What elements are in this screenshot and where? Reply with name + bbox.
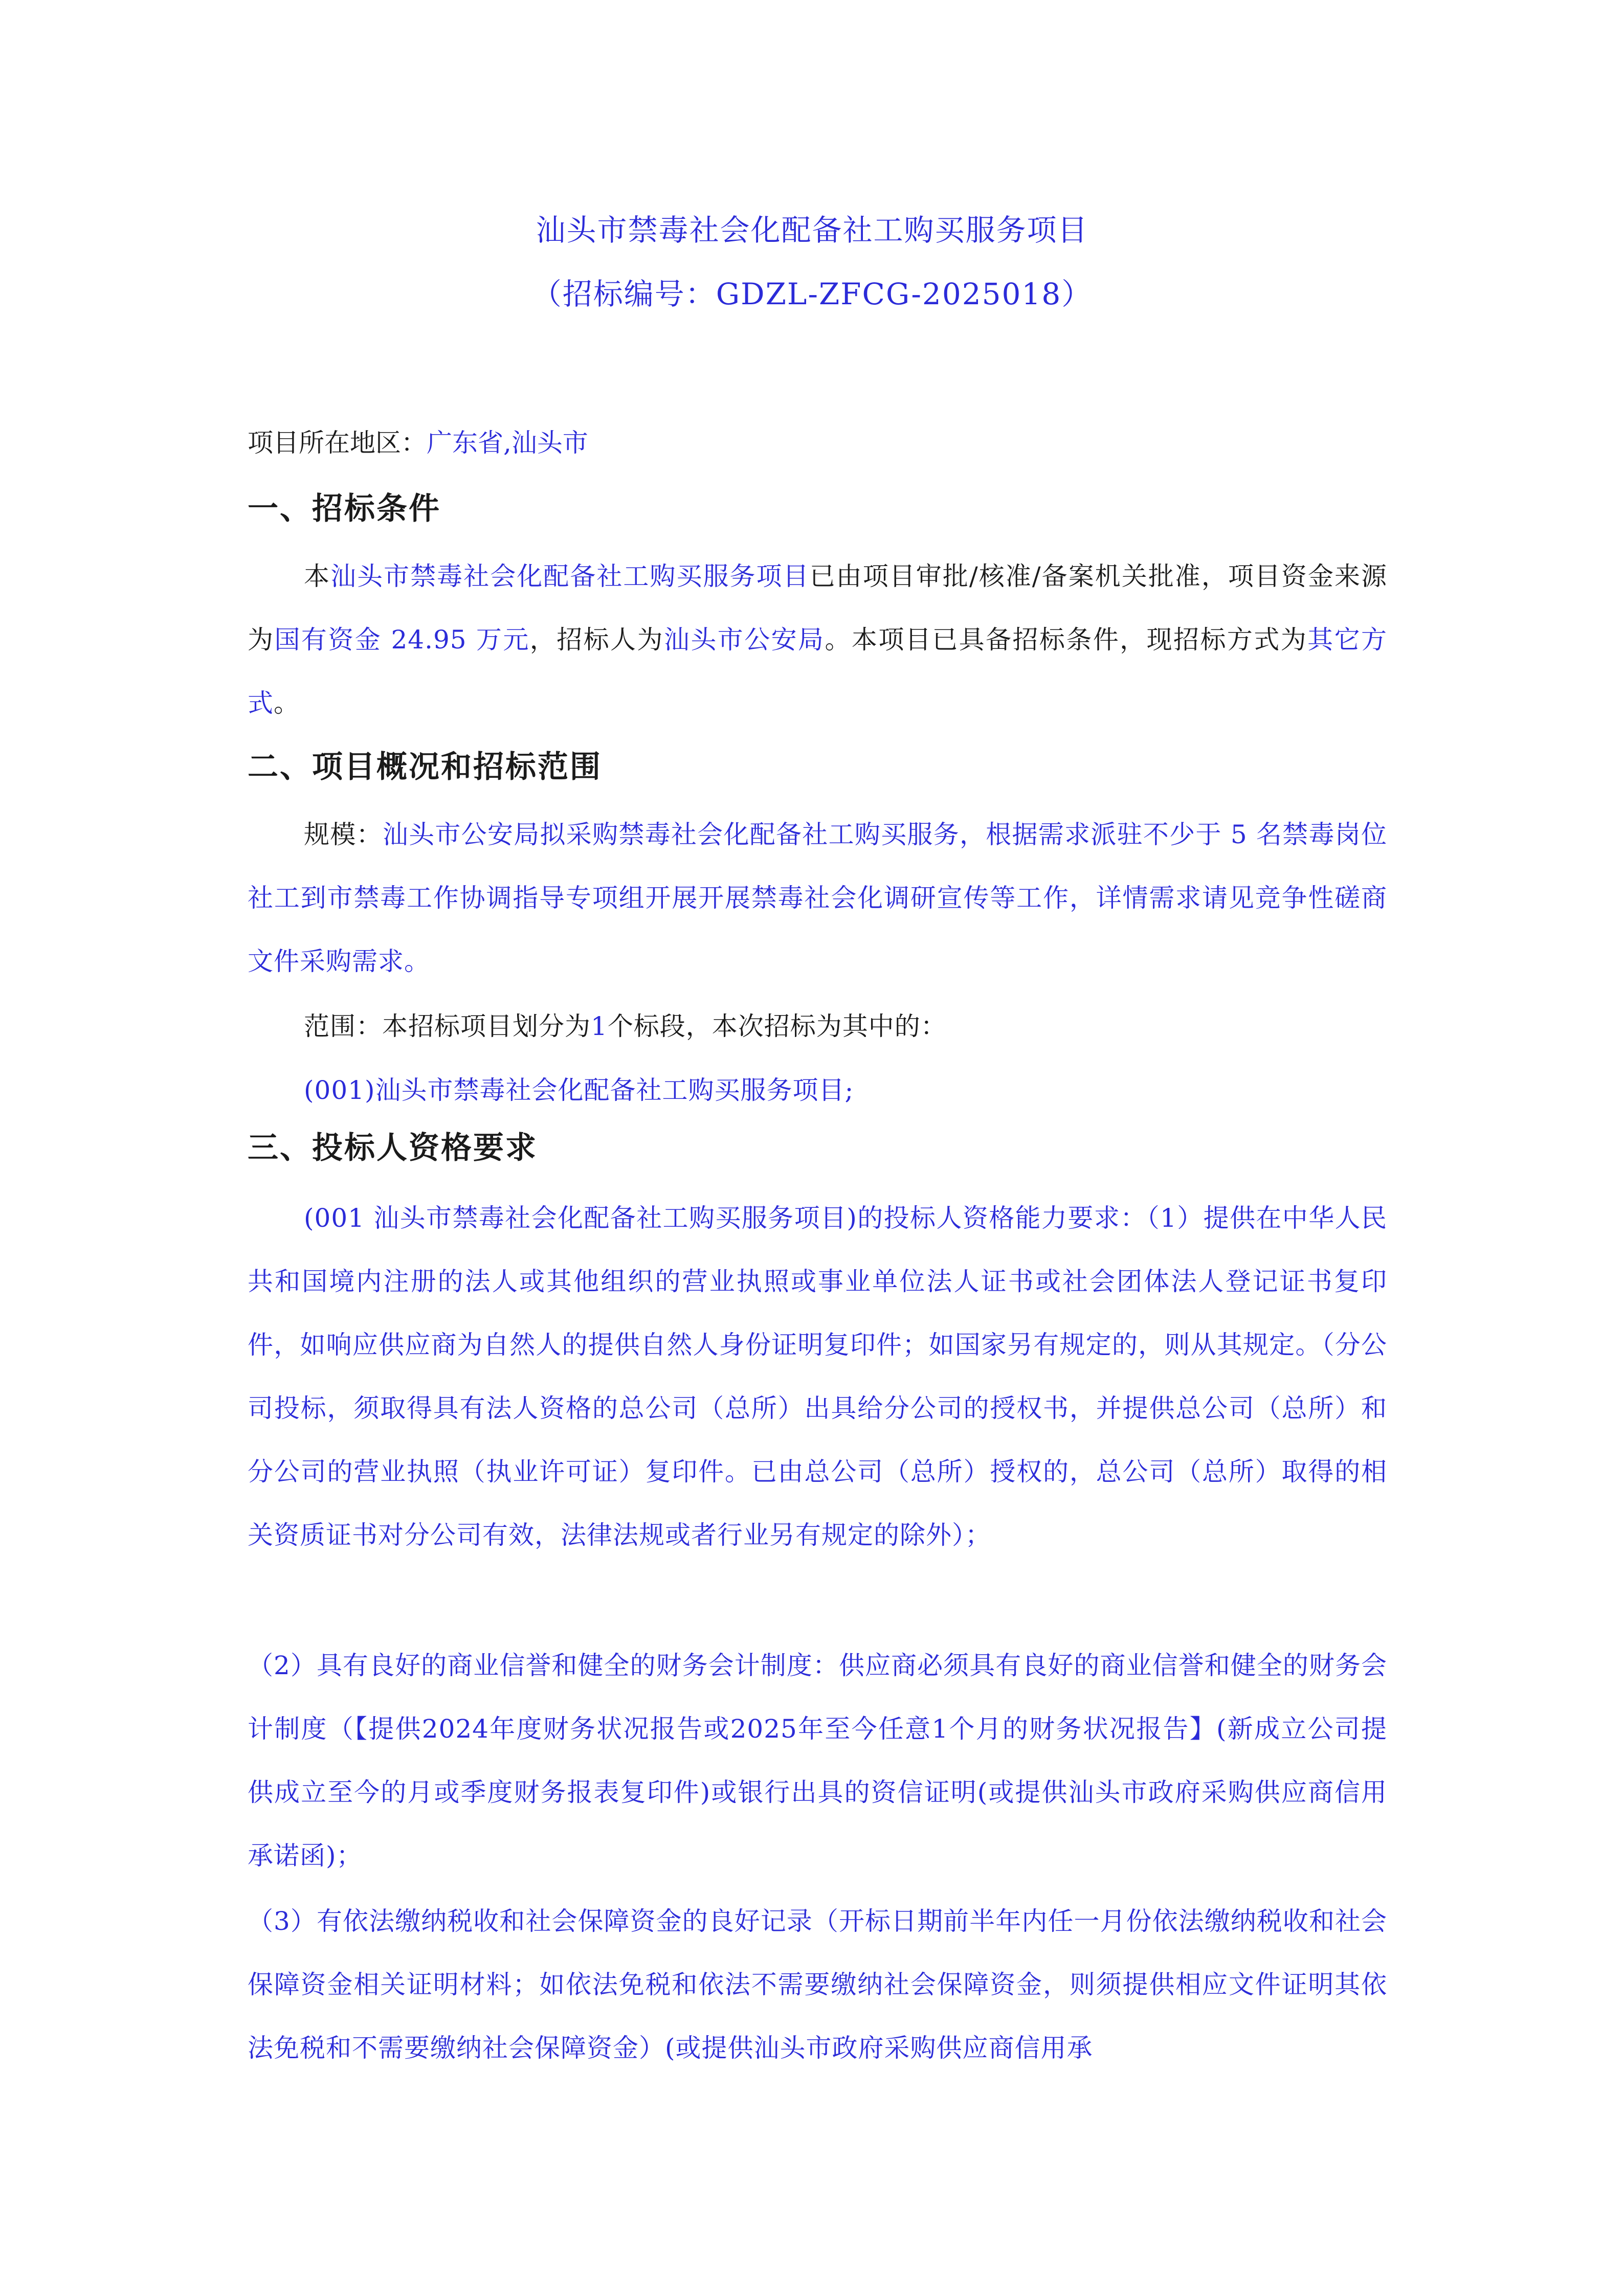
- project-region: [248, 424, 588, 461]
- region-value: 广东省,汕头市: [427, 428, 588, 458]
- text-fragment: 。: [274, 688, 300, 718]
- section-heading-overview-scope: 二、项目概况和招标范围: [248, 749, 602, 785]
- scope-paragraph: [248, 995, 1387, 1058]
- region-label: 项目所在地区：: [248, 428, 427, 458]
- project-name: 汕头市禁毒社会化配备社工购买服务项目: [330, 561, 810, 591]
- tender-method: 其它方式: [248, 625, 1388, 718]
- fund-source: 国有资金 24.95 万元: [274, 625, 530, 655]
- text-fragment: 本: [304, 561, 331, 591]
- tenderer: 汕头市公安局: [663, 625, 825, 655]
- tender-conditions-paragraph: [248, 545, 1387, 735]
- qualification-requirement-1: (001 汕头市禁毒社会化配备社工购买服务项目)的投标人资格能力要求：（1）提供在中华人民共和国境内注册的法人或其他组织的营业执照或事业单位法人证书或社会团体法人登记证书复印件，如响应供应商为自然人的提供自然人身份证明复印件；如国家另有规定的，则从其规定。（分公司投标，须取得具有法人资格的总公司（总所）出具给分公司的授权书，并提供总公司（总所）和分公司的营业执照（执业许可证）复印件。已由总公司（总所）授权的，总公司（总所）取得的相关资质证书对分公司有效，法律法规或者行业另有规定的除外）；: [248, 1203, 1387, 1550]
- qualification-requirement-3: （3）有依法缴纳税收和社会保障资金的良好记录（开标日期前半年内任一月份依法缴纳税收和社会保障资金相关证明材料；如依法免税和依法不需要缴纳社会保障资金，则须提供相应文件证明其依法免税和不需要缴纳社会保障资金）(或提供汕头市政府采购供应商信用承: [248, 1906, 1387, 2063]
- text-fragment: 范围：本招标项目划分为: [304, 1011, 591, 1041]
- lot-count: 1: [591, 1011, 608, 1041]
- text-fragment: 。本项目已具备招标条件，现招标方式为: [825, 625, 1308, 655]
- text-fragment: ，招标人为: [529, 625, 664, 655]
- document-title: 汕头市禁毒社会化配备社工购买服务项目: [536, 213, 1088, 247]
- text-fragment: 已由项目审批/核准/备案机关批准，项目资金来源为: [248, 561, 1388, 655]
- scale-paragraph: [248, 803, 1387, 993]
- tender-number: （招标编号：GDZL-ZFCG-2025018）: [531, 277, 1093, 311]
- scale-text: 汕头市公安局拟采购禁毒社会化配备社工购买服务，根据需求派驻不少于 5 名禁毒岗位社工到市禁毒工作协调指导专项组开展开展禁毒社会化调研宣传等工作，详情需求请见竞争性磋商文件采购需求。: [248, 820, 1387, 976]
- scale-label: 规模：: [304, 820, 383, 849]
- section-heading-tender-conditions: 一、招标条件: [248, 491, 441, 527]
- section-heading-qualifications: 三、投标人资格要求: [248, 1130, 538, 1166]
- lot-item: (001)汕头市禁毒社会化配备社工购买服务项目;: [304, 1075, 854, 1105]
- text-fragment: 个标段，本次招标为其中的：: [607, 1011, 947, 1041]
- qualification-requirement-2: （2）具有良好的商业信誉和健全的财务会计制度：供应商必须具有良好的商业信誉和健全的财务会计制度（【提供2024年度财务状况报告或2025年至今任意1个月的财务状况报告】(新成立公司提供成立至今的月或季度财务报表复印件)或银行出具的资信证明(或提供汕头市政府采购供应商信用承诺函)；: [248, 1651, 1387, 1871]
